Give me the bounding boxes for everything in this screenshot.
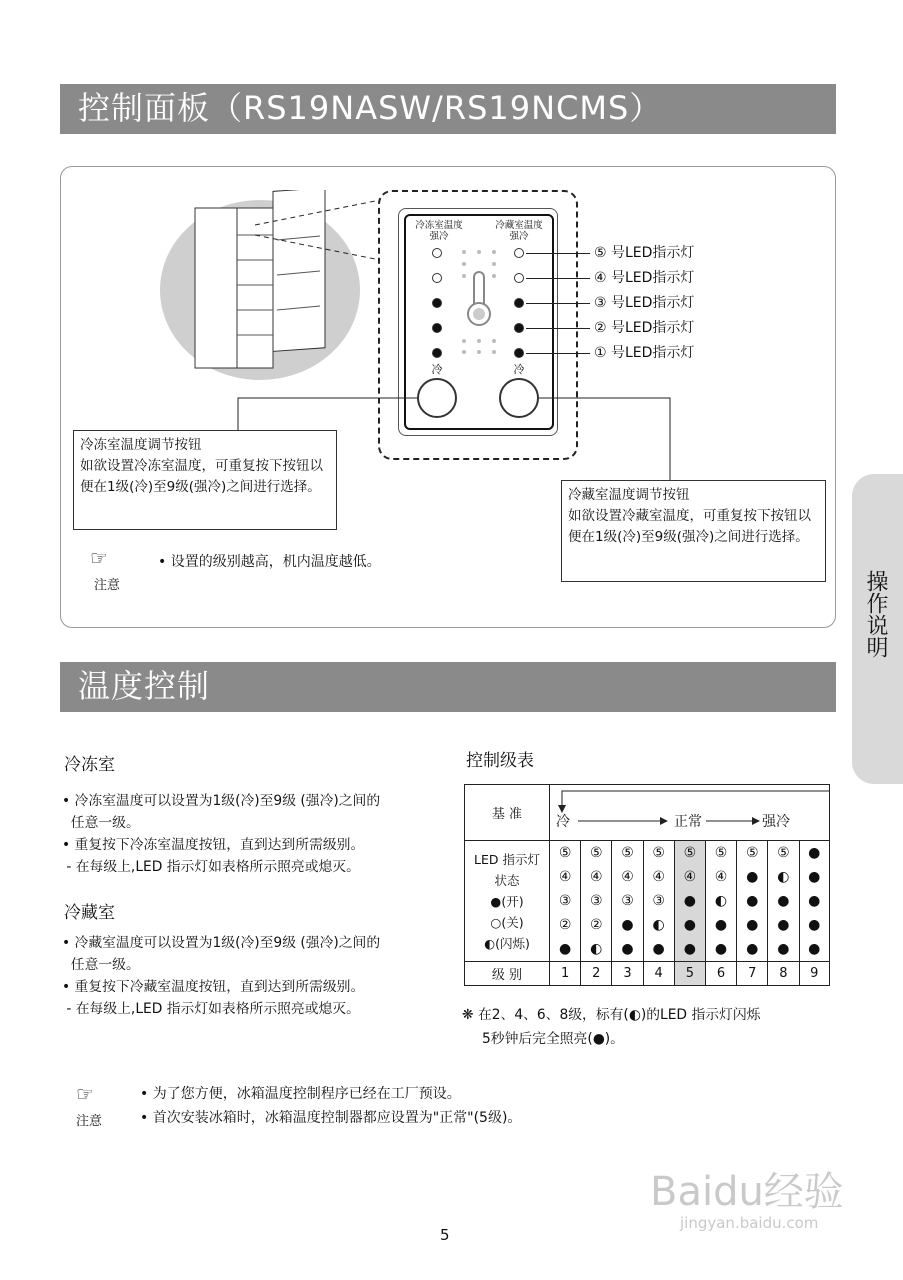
led-cell: ● [746, 893, 759, 909]
led-label-1: ① 号LED指示灯 [594, 345, 695, 361]
led-cell: ● [746, 941, 759, 957]
state-label-off: ○(关) [490, 914, 524, 930]
level-col-6 [705, 841, 736, 962]
led-cell: ④ [652, 869, 665, 885]
section-title: 控制面板（RS19NASW/RS19NCMS） [78, 89, 663, 127]
note-label: 注意 [94, 578, 121, 593]
level-num: 8 [768, 962, 799, 986]
led-cell: ● [746, 869, 759, 885]
scale-normal: 正常 [674, 814, 702, 830]
note2-line-1: • 为了您方便，冰箱温度控制程序已经在工厂预设。 [140, 1086, 461, 1102]
freezer-line-4: - 在每级上,LED 指示灯如表格所示照亮或熄灭。 [62, 859, 360, 875]
level-num: 1 [550, 962, 581, 986]
freezer-temp-label: 冷冻室温度 强冷 [415, 220, 463, 242]
section-header-temp-control [60, 662, 836, 712]
fridge-heading: 冷藏室 [64, 903, 115, 923]
callout-title: 冷藏室温度调节按钮 [568, 487, 690, 503]
led-cell: ⑤ [590, 845, 603, 861]
led-cell: ③ [652, 893, 665, 909]
level-label: 级 别 [465, 962, 550, 986]
led-cell: ⑤ [652, 845, 665, 861]
fridge-line-4: - 在每级上,LED 指示灯如表格所示照亮或熄灭。 [62, 1001, 360, 1017]
led-cell: ● [808, 869, 821, 885]
level-num: 7 [737, 962, 768, 986]
led-cell: ● [808, 941, 821, 957]
level-col-8 [768, 841, 799, 962]
led-cell: ● [714, 917, 728, 933]
fridge-line-3: • 重复按下冷藏室温度按钮，直到达到所需级别。 [62, 979, 365, 995]
section-title: 温度控制 [78, 667, 211, 705]
level-col-9 [799, 841, 830, 962]
state-label-2: 状态 [494, 872, 520, 888]
callout-body: 如欲设置冷藏室温度，可重复按下按钮以便在1级(冷)至9级(强冷)之间进行选择。 [568, 508, 811, 545]
led-cell: ⑤ [621, 845, 634, 861]
led-cell: ◐ [714, 893, 728, 909]
led-cell: ◐ [777, 869, 790, 885]
freezer-heading: 冷冻室 [64, 755, 115, 775]
led-cell: ● [777, 941, 790, 957]
led-cell: ⑤ [558, 845, 572, 861]
level-num: 6 [705, 962, 736, 986]
side-tab-label: 操作说明 [863, 570, 888, 658]
led-label-5: ⑤ 号LED指示灯 [594, 245, 695, 261]
state-legend [465, 841, 550, 962]
led-cell: ● [808, 893, 821, 909]
note-label: 注意 [76, 1114, 103, 1129]
led-cell: ● [652, 941, 665, 957]
fridge-line-1: • 冷藏室温度可以设置为1级(冷)至9级 (强冷)之间的 [62, 935, 381, 951]
led-cell: ● [558, 941, 572, 957]
led-cell: ● [808, 845, 821, 861]
fridge-button-callout [561, 480, 826, 582]
led-cell: ● [683, 893, 696, 909]
led-cell: ⑤ [745, 845, 759, 861]
led-label-3: ③ 号LED指示灯 [594, 295, 695, 311]
level-col-1 [550, 841, 581, 962]
led-cell: ◐ [652, 917, 665, 933]
led-cell: ④ [621, 869, 634, 885]
led-cell: ④ [683, 869, 697, 885]
freezer-cold-label: 冷 [431, 363, 443, 376]
fridge-line-2: 任意一级。 [62, 957, 140, 973]
callout-title: 冷冻室温度调节按钮 [80, 437, 202, 453]
freezer-line-3: • 重复按下冷冻室温度按钮，直到达到所需级别。 [62, 837, 365, 853]
freezer-line-1: • 冷冻室温度可以设置为1级(冷)至9级 (强冷)之间的 [62, 793, 381, 809]
led-label-2: ② 号LED指示灯 [594, 320, 695, 336]
led-cell: ④ [590, 869, 603, 885]
led-cell: ④ [558, 869, 572, 885]
led-cell: ◐ [590, 941, 603, 957]
level-num: 5 [674, 962, 705, 986]
page-number: 5 [440, 1226, 450, 1244]
led-cell: ● [683, 941, 696, 957]
fridge-cold-label: 冷 [513, 363, 525, 376]
led-cell: ● [777, 893, 790, 909]
led-cell: ● [777, 917, 790, 933]
led-cell: ③ [621, 893, 634, 909]
led-cell: ● [714, 941, 728, 957]
level-col-3 [612, 841, 643, 962]
level-table [464, 784, 830, 986]
led-cell: ② [590, 917, 603, 933]
scale-strong: 强冷 [762, 814, 790, 830]
watermark-url: jingyan.baidu.com [680, 1214, 819, 1232]
state-label-1: LED 指示灯 [474, 851, 540, 867]
fridge-temp-label: 冷藏室温度 强冷 [495, 220, 543, 242]
led-cell: ④ [714, 869, 728, 885]
pointing-hand-icon: ☞ [76, 1082, 94, 1106]
note2-line-2: • 首次安装冰箱时，冰箱温度控制器都应设置为"正常"(5级)。 [140, 1110, 522, 1126]
scale-arrows [550, 785, 830, 841]
level-table-title: 控制级表 [466, 751, 534, 771]
callout-body: 如欲设置冷冻室温度，可重复按下按钮以便在1级(冷)至9级(强冷)之间进行选择。 [80, 458, 323, 495]
base-label: 基 准 [465, 785, 550, 841]
led-cell: ● [621, 917, 634, 933]
note-text: • 设置的级别越高，机内温度越低。 [158, 554, 381, 570]
pointing-hand-icon: ☞ [90, 546, 108, 570]
level-col-2 [581, 841, 612, 962]
watermark-logo: Baidu经验 [650, 1169, 844, 1215]
freezer-button-callout [73, 430, 337, 530]
table-footnote-1: ❋ 在2、4、6、8级，标有(◐)的LED 指示灯闪烁 [462, 1007, 761, 1023]
led-cell: ⑤ [714, 845, 728, 861]
level-col-4 [643, 841, 674, 962]
led-cell: ③ [558, 893, 572, 909]
freezer-line-2: 任意一级。 [62, 815, 140, 831]
led-cell: ⑤ [777, 845, 790, 861]
led-cell: ③ [590, 893, 603, 909]
level-num: 9 [799, 962, 830, 986]
led-cell: ● [808, 917, 821, 933]
level-col-5 [674, 841, 705, 962]
scale-cell [550, 785, 830, 841]
level-num: 2 [581, 962, 612, 986]
level-num: 4 [643, 962, 674, 986]
led-cell: ② [558, 917, 572, 933]
led-label-4: ④ 号LED指示灯 [594, 270, 695, 286]
state-label-on: ●(开) [490, 893, 524, 909]
led-cell: ● [683, 917, 696, 933]
led-cell: ⑤ [683, 845, 697, 861]
led-cell: ● [746, 917, 759, 933]
table-footnote-2: 5秒钟后完全照亮(●)。 [482, 1031, 624, 1047]
scale-cold: 冷 [556, 814, 570, 830]
level-num: 3 [612, 962, 643, 986]
level-col-7 [737, 841, 768, 962]
state-label-blink: ◐(闪烁) [484, 935, 530, 951]
led-cell: ● [621, 941, 634, 957]
